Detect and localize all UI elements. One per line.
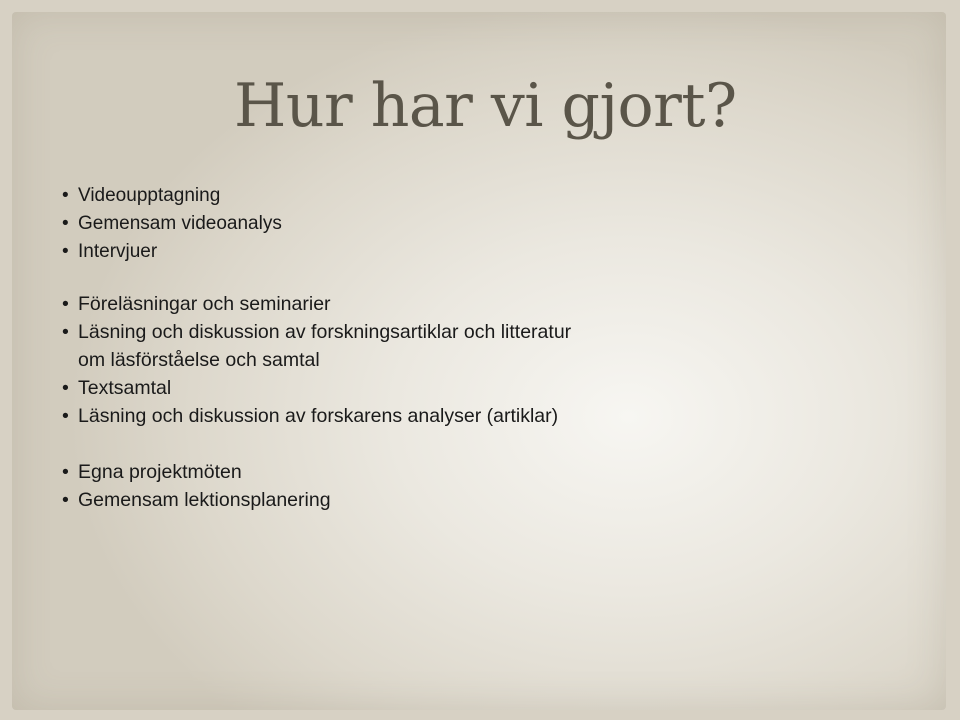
spacer — [62, 266, 922, 290]
bullet-item: • Föreläsningar och seminarier — [62, 290, 922, 318]
bullet-list — [62, 182, 922, 514]
bullet-item: • Egna projektmöten — [62, 458, 922, 486]
spacer — [62, 430, 922, 458]
bullet-item: • Läsning och diskussion av forskarens analyser (artiklar) — [62, 402, 922, 430]
bullet-item: • Gemensam videoanalys — [62, 210, 922, 238]
bullet-item: • Intervjuer — [62, 238, 922, 266]
bullet-item: • Videoupptagning — [62, 182, 922, 210]
bullet-item: • Gemensam lektionsplanering — [62, 486, 922, 514]
bullet-item: • Läsning och diskussion av forskningsartiklar och litteratur — [62, 318, 922, 346]
bullet-continuation: om läsförståelse och samtal — [78, 349, 320, 371]
slide-title: Hur har vi gjort? — [234, 71, 737, 141]
bullet-item: • Textsamtal — [62, 374, 922, 402]
